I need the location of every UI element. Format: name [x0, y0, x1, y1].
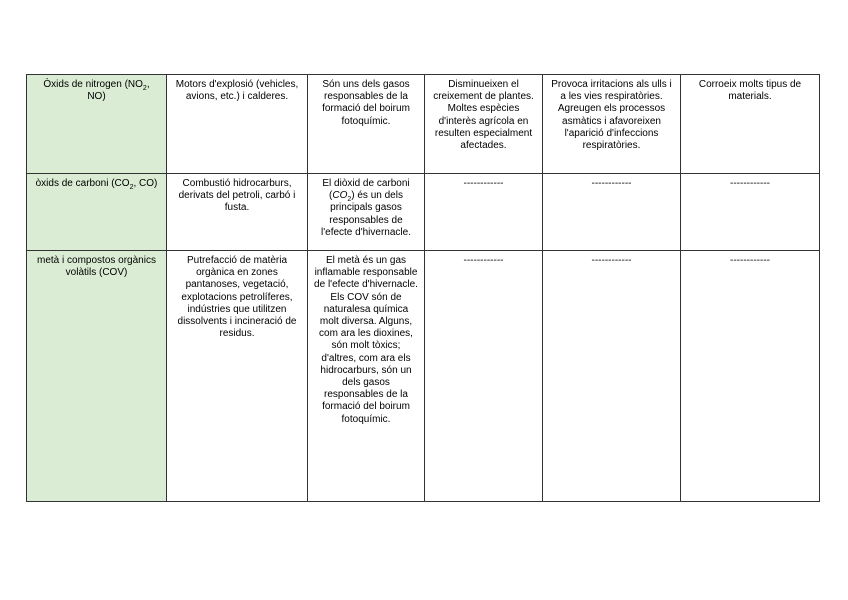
environment-cell: Són uns dels gasos responsables de la formació del boirum fotoquímic. — [308, 75, 425, 174]
sources-cell: Putrefacció de matèria orgànica en zones pantanoses, vegetació, explotacions petrolíferes, indústries que utilitzen dissolvents i incineració de residus. — [167, 251, 308, 502]
pollutants-table — [26, 74, 820, 502]
materials-cell: ------------ — [681, 174, 820, 251]
environment-cell: El metà és un gas inflamable responsable de l'efecte d'hivernacle. Els COV són de naturalesa química molt diversa. Alguns, com ara les dioxines, són molt tòxics; d'altres, com ara els hidrocarburs, són un dels gasos responsables de la formació del boirum fotoquímic. — [308, 251, 425, 502]
table-row — [27, 75, 820, 174]
materials-cell: Corroeix molts tipus de materials. — [681, 75, 820, 174]
crops-cell: Disminueixen el creixement de plantes. Moltes espècies d'interès agrícola en resulten especialment afectades. — [425, 75, 543, 174]
health-cell: Provoca irritacions als ulls i a les vies respiratòries. Agreugen els processos asmàtics i afavoreixen l'aparició d'infeccions respiratòries. — [543, 75, 681, 174]
materials-cell: ------------ — [681, 251, 820, 502]
environment-cell: El diòxid de carboni $(CO_2)$ és un dels principals gasos responsables de l'efecte d'hivernacle. — [308, 174, 425, 251]
crops-cell: ------------ — [425, 174, 543, 251]
substance-cell: Òxids de nitrogen ($NO_2$, NO) — [27, 75, 167, 174]
crops-cell: ------------ — [425, 251, 543, 502]
sources-cell: Motors d'explosió (vehicles, avions, etc.) i calderes. — [167, 75, 308, 174]
table-row — [27, 251, 820, 502]
substance-cell: òxids de carboni ($CO_2$, CO) — [27, 174, 167, 251]
substance-cell: metà i compostos orgànics volàtils (COV) — [27, 251, 167, 502]
health-cell: ------------ — [543, 251, 681, 502]
health-cell: ------------ — [543, 174, 681, 251]
sources-cell: Combustió hidrocarburs, derivats del petroli, carbó i fusta. — [167, 174, 308, 251]
table-row — [27, 174, 820, 251]
